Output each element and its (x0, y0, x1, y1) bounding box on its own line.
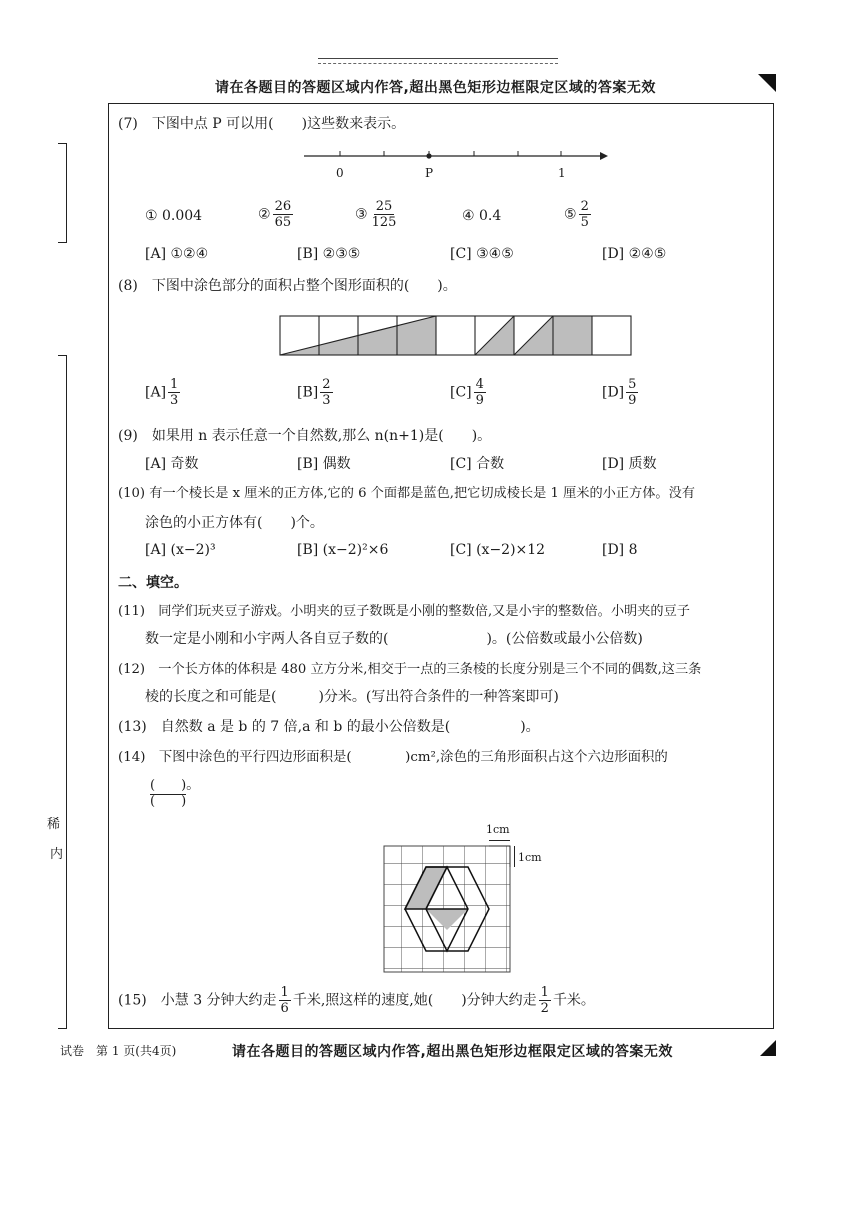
dimension-arrow-vertical (514, 846, 515, 867)
q10-stem-line1: (10) 有一个棱长是 x 厘米的正方体,它的 6 个面都是蓝色,把它切成棱长是 1 厘米的小正方体。没有 (118, 486, 695, 501)
top-rule-dashed (318, 63, 558, 64)
q10-choice-d: [D] 8 (602, 542, 638, 558)
q7-option-4: ④ 0.4 (462, 208, 502, 224)
q7-stem: (7) 下图中点 P 可以用( )这些数来表示。 (118, 116, 406, 132)
q9-choice-b: [B] 偶数 (297, 456, 351, 472)
axis-label-p: P (425, 166, 434, 180)
q8-choice-d: [D] $\frac{5}{9}$ (602, 377, 637, 408)
q11-line1: (11) 同学们玩夹豆子游戏。小明夹的豆子数既是小刚的整数倍,又是小宇的整数倍。小明夹的豆子 (118, 604, 690, 619)
q7-choice-c: [C] ③④⑤ (450, 246, 514, 262)
dimension-arrow-horizontal (489, 840, 510, 841)
margin-bracket-top (58, 143, 67, 243)
q7-choice-a: [A] ①②④ (145, 246, 209, 262)
q7-option-5: ⑤ $\frac{2}{5}$ (564, 199, 589, 230)
q9-choice-a: [A] 奇数 (145, 456, 199, 472)
q13-stem: (13) 自然数 a 是 b 的 7 倍,a 和 b 的最小公倍数是( )。 (118, 719, 540, 735)
q8-choice-a: [A] $\frac{1}{3}$ (145, 377, 179, 408)
q12-line1: (12) 一个长方体的体积是 480 立方分米,相交于一点的三条棱的长度分别是三个不同的偶数,这三条 (118, 662, 702, 677)
axis-label-1: 1 (558, 166, 566, 180)
q12-line2: 棱的长度之和可能是( )分米。(写出符合条件的一种答案即可) (145, 689, 559, 705)
q8-strip-figure (278, 312, 634, 358)
q7-option-1: ① 0.004 (145, 208, 203, 224)
q10-choice-a: [A] (x−2)³ (145, 542, 216, 558)
margin-char-2: 内 (50, 847, 64, 862)
q15-stem: (15) 小慧 3 分钟大约走 $\frac{1}{6}$ 千米,照这样的速度,她( )分钟大约走 $\frac{1}{2}$ 千米。 (118, 985, 595, 1016)
q9-choice-d: [D] 质数 (602, 456, 657, 472)
q14-grid-figure (380, 842, 520, 974)
q7-option-3: ③ $\frac{25}{125}$ (355, 199, 397, 230)
margin-bracket-bottom (58, 355, 67, 1029)
section2-title: 二、填空。 (118, 575, 188, 591)
q9-choice-c: [C] 合数 (450, 456, 505, 472)
q7-choice-b: [B] ②③⑤ (297, 246, 361, 262)
q8-choice-c: [C] $\frac{4}{9}$ (450, 377, 484, 408)
q9-stem: (9) 如果用 n 表示任意一个自然数,那么 n(n+1)是( )。 (118, 428, 492, 444)
q14-label-1cm-top: 1cm (486, 823, 510, 836)
q11-line2: 数一定是小刚和小宇两人各自豆子数的( )。(公倍数或最小公倍数) (145, 631, 643, 647)
q8-stem: (8) 下图中涂色部分的面积占整个图形面积的( )。 (118, 278, 457, 294)
q10-choice-c: [C] (x−2)×12 (450, 542, 546, 558)
corner-marker-icon (758, 74, 776, 92)
top-rule (318, 58, 558, 59)
axis-label-0: 0 (336, 166, 344, 180)
header-notice: 请在各题目的答题区域内作答,超出黑色矩形边框限定区域的答案无效 (215, 80, 656, 96)
q7-choice-d: [D] ②④⑤ (602, 246, 667, 262)
footer-notice: 请在各题目的答题区域内作答,超出黑色矩形边框限定区域的答案无效 (232, 1044, 673, 1060)
q14-label-1cm-side: 1cm (518, 851, 542, 864)
q14-blank-fraction: $\frac{( )}{( )}$ 。 (150, 777, 201, 809)
q10-choice-b: [B] (x−2)²×6 (297, 542, 389, 558)
q14-stem: (14) 下图中涂色的平行四边形面积是( )cm²,涂色的三角形面积占这个六边形面积的 (118, 750, 668, 765)
footer-corner-marker-icon (760, 1040, 776, 1056)
margin-char-1: 稀 (47, 817, 61, 832)
q8-choice-b: [B] $\frac{2}{3}$ (297, 377, 331, 408)
q10-stem-line2: 涂色的小正方体有( )个。 (145, 515, 324, 531)
footer-page-info: 试卷 第 1 页(共4页) (60, 1044, 177, 1058)
q7-option-2: ② $\frac{26}{65}$ (258, 199, 292, 230)
